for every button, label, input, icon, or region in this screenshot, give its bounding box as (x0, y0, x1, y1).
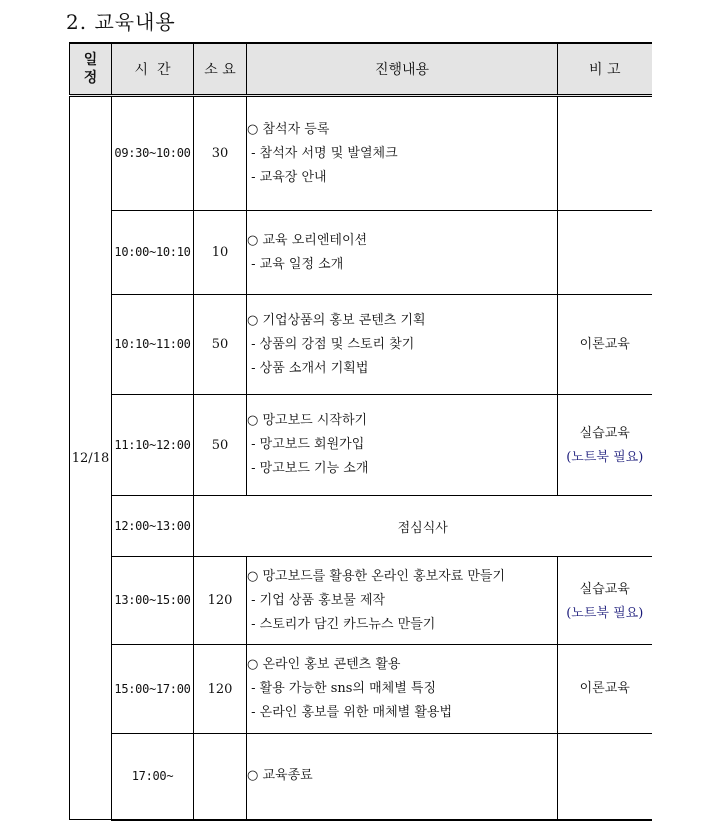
content-cell (247, 295, 558, 395)
header-note: 비 고 (558, 43, 652, 96)
table-row (70, 557, 652, 645)
content-line: - 온라인 홍보를 위한 매체별 활용법 (247, 705, 452, 720)
content-line: ○ 망고보드를 활용한 온라인 홍보자료 만들기 (247, 568, 506, 584)
note-cell (558, 645, 652, 734)
time-cell: 15:00~17:00 (112, 645, 194, 734)
duration-cell: 30 (194, 96, 247, 211)
note-cell (558, 295, 652, 395)
time-cell: 13:00~15:00 (112, 557, 194, 645)
table-row (70, 395, 652, 496)
content-cell (247, 734, 558, 820)
lunch-cell: 점심식사 (194, 496, 652, 557)
note-cell (558, 557, 652, 645)
table-row (70, 295, 652, 395)
content-cell (247, 395, 558, 496)
duration-cell: 120 (194, 645, 247, 734)
content-cell (247, 211, 558, 295)
table-row (70, 734, 652, 820)
content-cell (247, 645, 558, 734)
time-cell: 17:00~ (112, 734, 194, 820)
table-row (70, 96, 652, 211)
duration-cell: 50 (194, 395, 247, 496)
note-text: 이론교육 (579, 336, 630, 352)
note-cell (558, 96, 652, 211)
note-cell (558, 395, 652, 496)
note-subtext: (노트북 필요) (566, 605, 644, 621)
content-line: - 참석자 서명 및 발열체크 (247, 145, 398, 161)
content-line: - 기업 상품 홍보물 제작 (247, 592, 386, 608)
content-line: - 상품의 강점 및 스토리 찾기 (247, 336, 415, 352)
header-duration: 소 요 (194, 43, 247, 96)
content-line: ○ 교육종료 (247, 768, 313, 784)
duration-cell (194, 734, 247, 820)
time-cell: 10:00~10:10 (112, 211, 194, 295)
content-line: - 교육 일정 소개 (247, 256, 344, 272)
time-cell: 09:30~10:00 (112, 96, 194, 211)
content-line: ○ 망고보드 시작하기 (247, 413, 368, 428)
content-line: ○ 기업상품의 홍보 콘텐츠 기획 (247, 312, 426, 328)
content-line: ○ 참석자 등록 (247, 121, 330, 137)
table-row (70, 645, 652, 734)
content-line: - 망고보드 회원가입 (247, 437, 365, 452)
table-row (70, 496, 652, 557)
header-date-bottom: 정 (83, 70, 98, 86)
time-cell: 12:00~13:00 (112, 496, 194, 557)
content-cell (247, 96, 558, 211)
note-cell (558, 211, 652, 295)
header-row (70, 43, 652, 96)
time-cell: 10:10~11:00 (112, 295, 194, 395)
content-line: - 활용 가능한 sns의 매체별 특징 (247, 681, 437, 696)
content-line: - 교육장 안내 (247, 169, 327, 185)
content-line: - 상품 소개서 기획법 (247, 360, 369, 376)
header-time: 시 간 (112, 43, 194, 96)
time-cell: 11:10~12:00 (112, 395, 194, 496)
date-cell: 12/18 (70, 96, 112, 820)
note-subtext: (노트북 필요) (566, 450, 644, 465)
content-line: ○ 온라인 홍보 콘텐츠 활용 (247, 657, 401, 672)
note-text: 실습교육 (579, 426, 630, 441)
note-text: 이론교육 (579, 681, 630, 696)
content-line: - 망고보드 기능 소개 (247, 461, 369, 476)
header-content: 진행내용 (247, 43, 558, 96)
content-line: ○ 교육 오리엔테이션 (247, 232, 368, 248)
duration-cell: 10 (194, 211, 247, 295)
header-date-top: 일 (83, 52, 98, 68)
schedule-table (69, 42, 652, 821)
duration-cell: 120 (194, 557, 247, 645)
header-date (70, 43, 112, 96)
note-text: 실습교육 (579, 581, 630, 597)
content-cell (247, 557, 558, 645)
note-cell (558, 734, 652, 820)
content-line: - 스토리가 담긴 카드뉴스 만들기 (247, 616, 436, 632)
table-row (70, 211, 652, 295)
section-title: 2. 교육내용 (66, 10, 176, 34)
duration-cell: 50 (194, 295, 247, 395)
